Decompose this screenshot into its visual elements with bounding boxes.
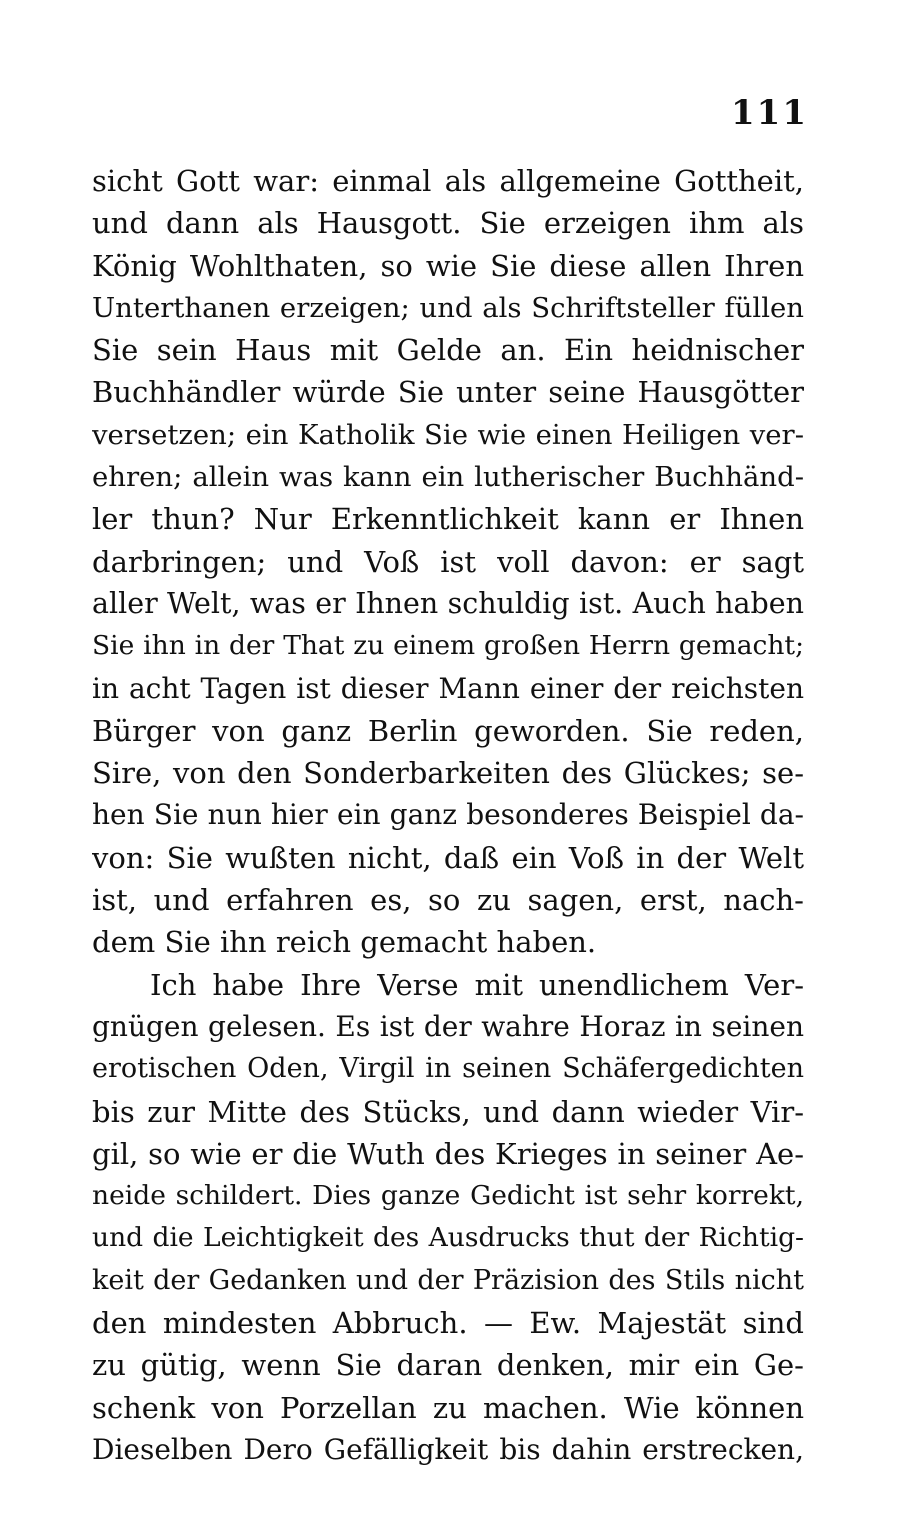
text-line: Sie ihn in der That zu einem großen Herrn gemacht;: [92, 630, 804, 662]
text-line: neide schildert. Dies ganze Gedicht ist sehr korrekt,: [92, 1180, 804, 1212]
text-line: ehren; allein was kann ein lutherischer Buchhänd-: [92, 461, 804, 494]
text-line: von: Sie wußten nicht, daß ein Voß in der Welt: [92, 840, 804, 875]
text-line: hen Sie nun hier ein ganz besonderes Beispiel da-: [92, 798, 804, 832]
paragraph-end-line: dem Sie ihn reich gemacht haben.: [92, 925, 597, 960]
text-line: Sie sein Haus mit Gelde an. Ein heidnischer: [92, 333, 804, 368]
text-line: Bürger von ganz Berlin geworden. Sie reden,: [92, 713, 804, 748]
text-line: sicht Gott war: einmal als allgemeine Gottheit,: [92, 164, 804, 198]
text-line: bis zur Mitte des Stücks, und dann wieder Vir-: [92, 1094, 804, 1129]
body-text: [92, 160, 804, 1471]
text-line: gnügen gelesen. Es ist der wahre Horaz in seinen: [92, 1009, 804, 1043]
text-line: aller Welt, was er Ihnen schuldig ist. Auch haben: [92, 586, 804, 620]
text-line: in acht Tagen ist dieser Mann einer der reichsten: [92, 671, 804, 705]
text-line: und die Leichtigkeit des Ausdrucks thut der Richtig-: [92, 1222, 804, 1254]
text-line: versetzen; ein Katholik Sie wie einen Heiligen ver-: [92, 418, 804, 451]
text-line: Dieselben Dero Gefälligkeit bis dahin erstrecken,: [92, 1432, 804, 1466]
text-line: König Wohlthaten, so wie Sie diese allen Ihren: [92, 248, 804, 283]
text-line: darbringen; und Voß ist voll davon: er sagt: [92, 544, 804, 579]
paragraph-start-line: Ich habe Ihre Verse mit unendlichem Ver-: [150, 967, 804, 1002]
text-line: gil, so wie er die Wuth des Krieges in seiner Ae-: [92, 1136, 804, 1171]
text-line: schenk von Porzellan zu machen. Wie können: [92, 1390, 804, 1425]
text-line: Unterthanen erzeigen; und als Schriftsteller füllen: [92, 291, 804, 324]
text-line: keit der Gedanken und der Präzision des Stils nicht: [92, 1264, 804, 1296]
text-line: Buchhändler würde Sie unter seine Hausgötter: [92, 375, 804, 410]
page-number: 111: [731, 93, 808, 133]
text-line: zu gütig, wenn Sie daran denken, mir ein Ge-: [92, 1348, 804, 1383]
text-line: den mindesten Abbruch. — Ew. Majestät sind: [92, 1306, 804, 1341]
text-line: ist, und erfahren es, so zu sagen, erst, nach-: [92, 883, 804, 918]
text-line: ler thun? Nur Erkenntlichkeit kann er Ihnen: [92, 502, 804, 537]
text-line: Sire, von den Sonderbarkeiten des Glückes; se-: [92, 756, 804, 791]
text-line: und dann als Hausgott. Sie erzeigen ihm als: [92, 206, 804, 241]
text-line: erotischen Oden, Virgil in seinen Schäfergedichten: [92, 1053, 804, 1085]
